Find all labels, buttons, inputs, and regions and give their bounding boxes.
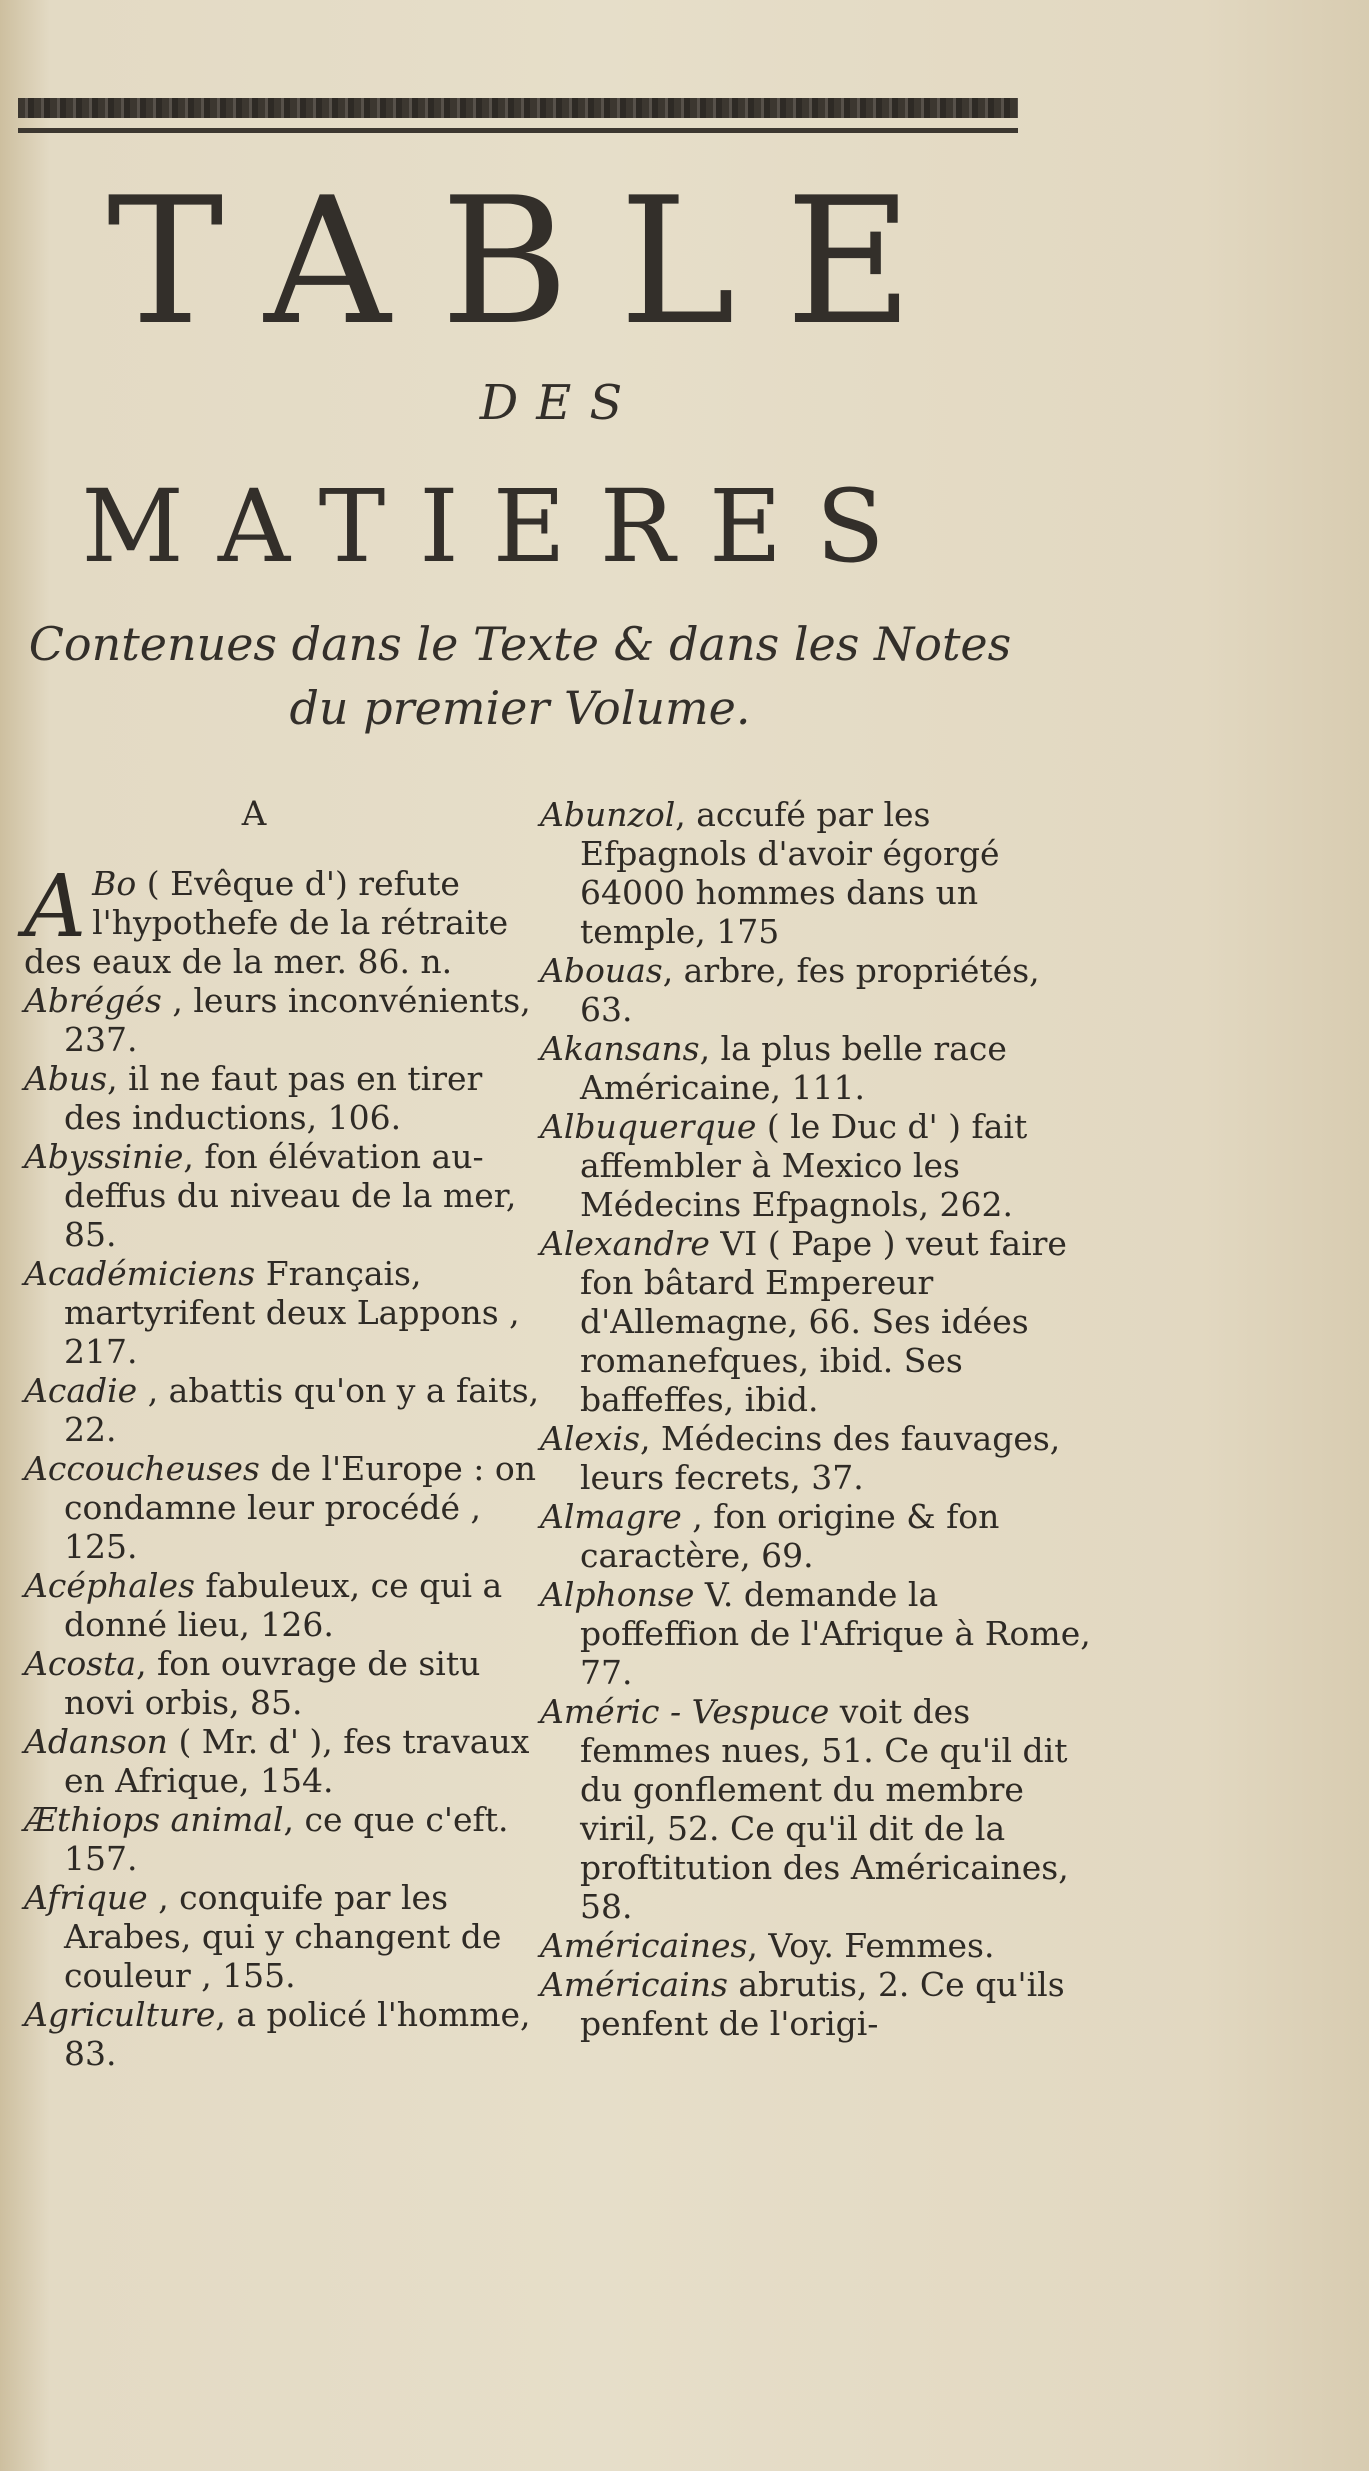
subtitle bbox=[0, 612, 1040, 740]
entry-text: , Médecins des fauvages, leurs fecrets, 37. bbox=[580, 1419, 1061, 1497]
entry-headword: Améric - Vespuce bbox=[540, 1692, 830, 1731]
entry-headword: Académiciens bbox=[24, 1254, 256, 1293]
index-entry bbox=[24, 981, 544, 1059]
subtitle-line-1: Contenues dans le Texte & dans les Notes bbox=[28, 617, 1012, 671]
entry-text: ( Evêque d') refute l'hypothefe de la rétraite des eaux de la mer. 86. n. bbox=[24, 864, 509, 981]
entry-text: Français, martyrifent deux Lappons , 217. bbox=[64, 1254, 520, 1371]
entry-text: voit des femmes nues, 51. Ce qu'il dit du gonflement du membre viril, 52. Ce qu'il dit de la proftitution des Américaines, 58. bbox=[580, 1692, 1069, 1926]
entry-headword: Alexandre bbox=[540, 1224, 710, 1263]
entry-text: , fon origine & fon caractère, 69. bbox=[580, 1497, 1000, 1575]
entry-headword: Américaines bbox=[540, 1926, 748, 1965]
entry-text: abrutis, 2. Ce qu'ils penfent de l'origi- bbox=[580, 1965, 1065, 2043]
entry-headword: Akansans bbox=[540, 1029, 700, 1068]
index-column-left bbox=[24, 795, 544, 2073]
entry-text: , ce que c'eft. 157. bbox=[64, 1800, 509, 1878]
entry-text: , la plus belle race Américaine, 111. bbox=[580, 1029, 1007, 1107]
index-entry bbox=[24, 1449, 544, 1566]
index-entry bbox=[24, 1800, 544, 1878]
entry-text: , leurs inconvénients, 237. bbox=[64, 981, 531, 1059]
entry-text: ( Mr. d' ), fes travaux en Afrique, 154. bbox=[64, 1722, 530, 1800]
entry-headword: Acéphales bbox=[24, 1566, 195, 1605]
entry-text: , a policé l'homme, 83. bbox=[64, 1995, 531, 2073]
entry-text: , fon ouvrage de situ novi orbis, 85. bbox=[64, 1644, 481, 1722]
index-column-right bbox=[540, 795, 1100, 2043]
entry-list-left bbox=[24, 857, 544, 2073]
index-entry bbox=[540, 1497, 1100, 1575]
entry-text: , fon élévation au-deffus du niveau de la mer, 85. bbox=[64, 1137, 517, 1254]
entry-headword: Adanson bbox=[24, 1722, 168, 1761]
entry-headword: Æthiops animal bbox=[24, 1800, 284, 1839]
entry-headword: Abus bbox=[24, 1059, 108, 1098]
index-entry bbox=[24, 1995, 544, 2073]
index-entry bbox=[24, 1566, 544, 1644]
entry-text: , il ne faut pas en tirer des inductions, 106. bbox=[64, 1059, 483, 1137]
entry-headword: Acadie bbox=[24, 1371, 138, 1410]
entry-headword: Afrique bbox=[24, 1878, 148, 1917]
ornamental-rule bbox=[18, 98, 1018, 118]
entry-text: fabuleux, ce qui a donné lieu, 126. bbox=[64, 1566, 503, 1644]
entry-headword: Acosta bbox=[24, 1644, 137, 1683]
index-entry bbox=[24, 1371, 544, 1449]
index-entry bbox=[540, 1419, 1100, 1497]
entry-headword: Abouas bbox=[540, 951, 663, 990]
index-entry bbox=[540, 1029, 1100, 1107]
index-entry bbox=[24, 1254, 544, 1371]
entry-text: , Voy. Femmes. bbox=[747, 1926, 995, 1965]
entry-headword: Almagre bbox=[540, 1497, 682, 1536]
entry-text: , conquife par les Arabes, qui y changent de couleur , 155. bbox=[64, 1878, 502, 1995]
index-entry bbox=[24, 1722, 544, 1800]
entry-text: , accufé par les Efpagnols d'avoir égorgé 64000 hommes dans un temple, 175 bbox=[580, 795, 1000, 951]
index-entry bbox=[540, 1107, 1100, 1224]
index-entry bbox=[540, 1692, 1100, 1926]
index-entry bbox=[24, 1137, 544, 1254]
entry-headword: Agriculture bbox=[24, 1995, 216, 2034]
entry-headword: Accoucheuses bbox=[24, 1449, 260, 1488]
index-entry bbox=[540, 1926, 1100, 1965]
rule-line bbox=[18, 128, 1018, 133]
index-entry bbox=[24, 1059, 544, 1137]
index-entry bbox=[24, 1878, 544, 1995]
entry-text: V. demande la poffeffion de l'Afrique à Rome, 77. bbox=[580, 1575, 1091, 1692]
index-entry bbox=[540, 951, 1100, 1029]
entry-headword: Abyssinie bbox=[24, 1137, 184, 1176]
title-des: DES bbox=[479, 375, 641, 431]
entry-headword: ABo bbox=[24, 857, 137, 957]
title-table: TABLE bbox=[106, 161, 964, 364]
index-entry bbox=[540, 795, 1100, 951]
entry-text: VI ( Pape ) veut faire fon bâtard Empereur d'Allemagne, 66. Ses idées romanefques, ibid. Ses baffeffes, ibid. bbox=[580, 1224, 1067, 1419]
entry-list-right bbox=[540, 795, 1100, 2043]
entry-text: , abattis qu'on y a faits, 22. bbox=[64, 1371, 540, 1449]
entry-headword: Alexis bbox=[540, 1419, 641, 1458]
entry-headword: Abrégés bbox=[24, 981, 162, 1020]
entry-text: de l'Europe : on condamne leur procédé , 125. bbox=[64, 1449, 536, 1566]
entry-headword: Américains bbox=[540, 1965, 728, 2004]
index-entry bbox=[540, 1575, 1100, 1692]
entry-headword: Albuquerque bbox=[540, 1107, 757, 1146]
index-entry bbox=[540, 1224, 1100, 1419]
entry-headword: Abunzol bbox=[540, 795, 676, 834]
title-matieres: MATIERES bbox=[81, 468, 919, 585]
index-entry bbox=[540, 1965, 1100, 2043]
index-entry bbox=[24, 857, 544, 981]
index-entry bbox=[24, 1644, 544, 1722]
section-letter: A bbox=[241, 794, 267, 834]
entry-text: ( le Duc d' ) fait affembler à Mexico les Médecins Efpagnols, 262. bbox=[580, 1107, 1028, 1224]
entry-headword: Alphonse bbox=[540, 1575, 695, 1614]
entry-text: , arbre, fes propriétés, 63. bbox=[580, 951, 1040, 1029]
subtitle-line-2: du premier Volume. bbox=[289, 681, 751, 735]
